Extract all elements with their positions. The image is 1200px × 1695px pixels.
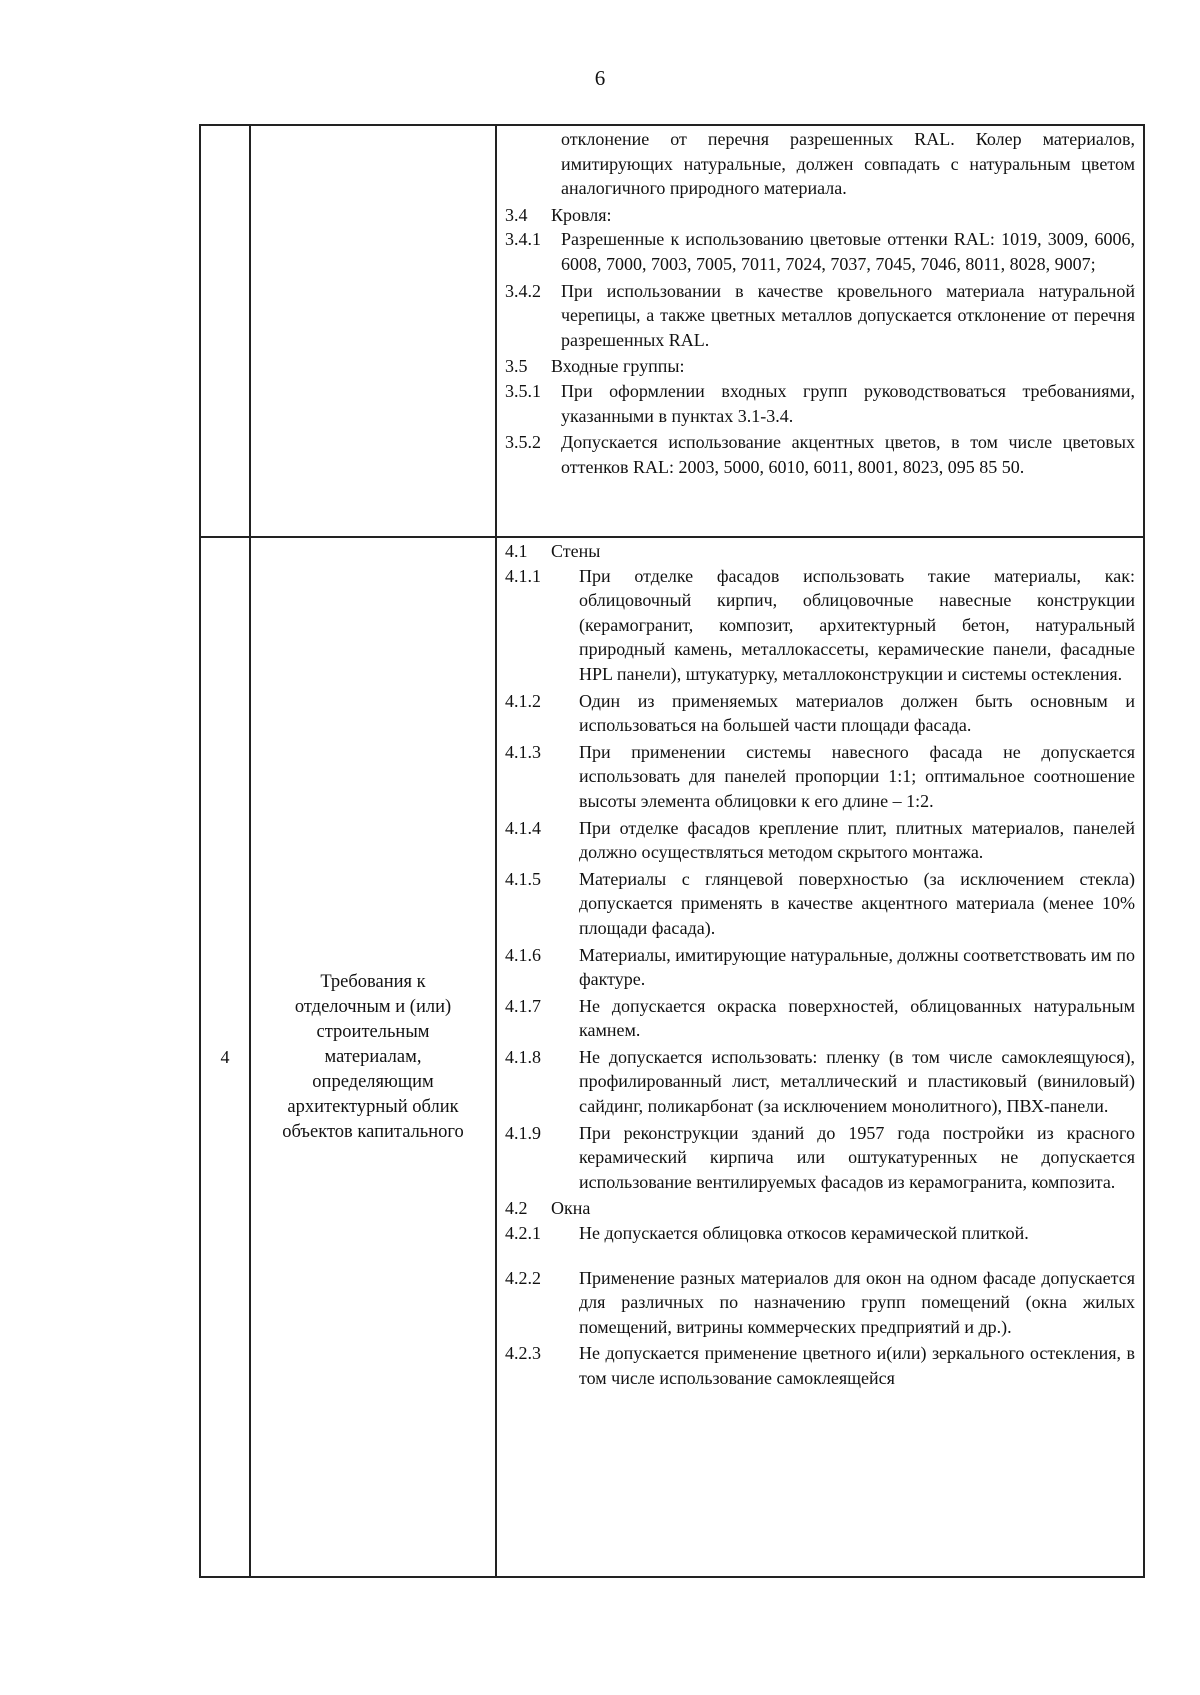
item-text: Допускается использование акцентных цветов, в том числе цветовых оттенков RAL: 2003, 5000, 6010, 6011, 8001, 8023, 095 85 50. bbox=[561, 432, 1135, 477]
row-number-cell: 4 bbox=[200, 537, 250, 1577]
item-text: Разрешенные к использованию цветовые оттенки RAL: 1019, 3009, 6006, 6008, 7000, 7003, 7005, 7011, 7024, 7037, 7045, 7046, 8011, 8028, 9007; bbox=[561, 229, 1135, 274]
item-number: 4.1.2 bbox=[505, 690, 541, 711]
item-number: 4.1 bbox=[505, 541, 528, 561]
item-number: 3.4.1 bbox=[505, 229, 541, 250]
item-number: 3.5.2 bbox=[505, 432, 541, 453]
row-title-line: Требования к bbox=[320, 971, 426, 992]
row-title-line: объектов капитального bbox=[282, 1121, 464, 1142]
list-item bbox=[505, 994, 1135, 1043]
list-item bbox=[505, 430, 1135, 479]
list-item bbox=[505, 740, 1135, 814]
row-title-line: материалам, bbox=[324, 1046, 422, 1067]
continuation-text: отклонение от перечня разрешенных RAL. Колер материалов, имитирующих натуральные, должен совпадать с натуральным цветом аналогичного природного материала. bbox=[561, 129, 1135, 199]
table-row-continuation bbox=[200, 125, 1144, 537]
item-number: 3.5 bbox=[505, 356, 528, 377]
item-text: Не допускается применение цветного и(или) зеркального остекления, в том числе использование самоклеящейся bbox=[579, 1343, 1135, 1388]
list-item bbox=[505, 816, 1135, 865]
item-number: 4.2.2 bbox=[505, 1267, 541, 1288]
list-item bbox=[505, 1121, 1135, 1195]
item-text: Входные группы: bbox=[551, 356, 685, 377]
item-text: При использовании в качестве кровельного материала натуральной черепицы, а также цветных металлов допускается отклонение от перечня разрешенных RAL. bbox=[561, 280, 1135, 350]
item-text: Не допускается окраска поверхностей, облицованных натуральным камнем. bbox=[579, 995, 1135, 1041]
list-item bbox=[505, 1221, 1135, 1246]
list-item bbox=[505, 227, 1135, 276]
page-number: 6 bbox=[594, 66, 606, 90]
item-text: При оформлении входных групп руководствоваться требованиями, указанными в пунктах 3.1-3.4. bbox=[561, 380, 1135, 426]
item-number: 4.2.3 bbox=[505, 1343, 541, 1364]
item-text: Один из применяемых материалов должен быть основным и использоваться на большей части площади фасада. bbox=[579, 690, 1135, 736]
row-title-line: отделочным и (или) bbox=[294, 996, 452, 1017]
item-text: При применении системы навесного фасада не допускается использовать для панелей пропорции 1:1; оптимальное соотношение высоты элемента облицовки к его длине – 1:2. bbox=[579, 741, 1135, 811]
item-number: 4.1.3 bbox=[505, 741, 541, 762]
item-text: При реконструкции зданий до 1957 года постройки из красного керамический кирпича или оштукатуренных не допускается использование вентилируемых фасадов из керамогранита, композита. bbox=[579, 1122, 1135, 1192]
item-text: Применение разных материалов для окон на одном фасаде допускается для различных по назначению групп помещений (окна жилых помещений, витрины коммерческих предприятий и др.). bbox=[579, 1267, 1135, 1337]
item-number: 4.1.8 bbox=[505, 1046, 541, 1067]
row-title-cell bbox=[250, 537, 496, 1577]
list-item bbox=[505, 564, 1135, 687]
item-number: 3.4 bbox=[505, 204, 528, 225]
row-title-line: определяющим bbox=[312, 1071, 434, 1092]
list-item bbox=[505, 379, 1135, 428]
list-item bbox=[505, 1196, 1135, 1221]
list-item bbox=[505, 279, 1135, 353]
item-text: Не допускается использовать: пленку (в том числе самоклеящуюся), профилированный лист, металлический и пластиковый (виниловый) сайдинг, поликарбонат (за исключением монолитного), ПВХ-панели. bbox=[579, 1046, 1135, 1117]
item-number: 4.1.1 bbox=[505, 565, 541, 586]
item-number: 4.1.9 bbox=[505, 1122, 541, 1143]
item-number: 4.1.6 bbox=[505, 944, 541, 965]
requirements-table bbox=[199, 124, 1145, 1578]
item-number: 4.2.1 bbox=[505, 1223, 541, 1244]
list-item bbox=[505, 867, 1135, 941]
item-number: 4.1.7 bbox=[505, 995, 541, 1016]
table-row-4 bbox=[200, 537, 1144, 1577]
list-item bbox=[505, 1045, 1135, 1119]
list-item bbox=[505, 689, 1135, 738]
item-number: 3.4.2 bbox=[505, 280, 541, 301]
row-title-line: строительным bbox=[316, 1021, 430, 1042]
list-item bbox=[505, 1266, 1135, 1340]
row-number-cell-empty bbox=[200, 125, 250, 537]
item-text: При отделке фасадов использовать такие материалы, как: облицовочный кирпич, облицовочные навесные конструкции (керамогранит, композит, архитектурный бетон, натуральный природный камень, металлокассеты, керамические панели, фасадные HPL панели), штукатурку, металлоконструкции и системы остекления. bbox=[579, 565, 1135, 684]
list-item bbox=[505, 203, 1135, 228]
list-item bbox=[505, 354, 1135, 379]
item-number: 4.1.5 bbox=[505, 868, 541, 889]
item-text: При отделке фасадов крепление плит, плитных материалов, панелей должно осуществляться методом скрытого монтажа. bbox=[579, 817, 1135, 863]
item-text: Стены bbox=[551, 541, 601, 561]
item-text: Материалы с глянцевой поверхностью (за исключением стекла) допускается применять в качестве акцентного материала (менее 10% площади фасада). bbox=[579, 868, 1135, 938]
row-content-cell bbox=[496, 537, 1144, 1577]
list-item bbox=[505, 1341, 1135, 1390]
row-content-cell bbox=[496, 125, 1144, 537]
list-item bbox=[505, 539, 1135, 564]
row-title-line: архитектурный облик bbox=[287, 1096, 459, 1117]
item-text: Кровля: bbox=[551, 204, 612, 225]
list-item bbox=[505, 943, 1135, 992]
item-number: 4.1.4 bbox=[505, 817, 541, 838]
item-text: Окна bbox=[551, 1198, 591, 1219]
item-text: Материалы, имитирующие натуральные, должны соответствовать им по фактуре. bbox=[579, 944, 1135, 990]
item-number: 4.2 bbox=[505, 1198, 528, 1219]
row-title-cell-empty bbox=[250, 125, 496, 537]
item-text: Не допускается облицовка откосов керамической плиткой. bbox=[579, 1223, 1029, 1244]
item-number: 3.5.1 bbox=[505, 380, 541, 401]
